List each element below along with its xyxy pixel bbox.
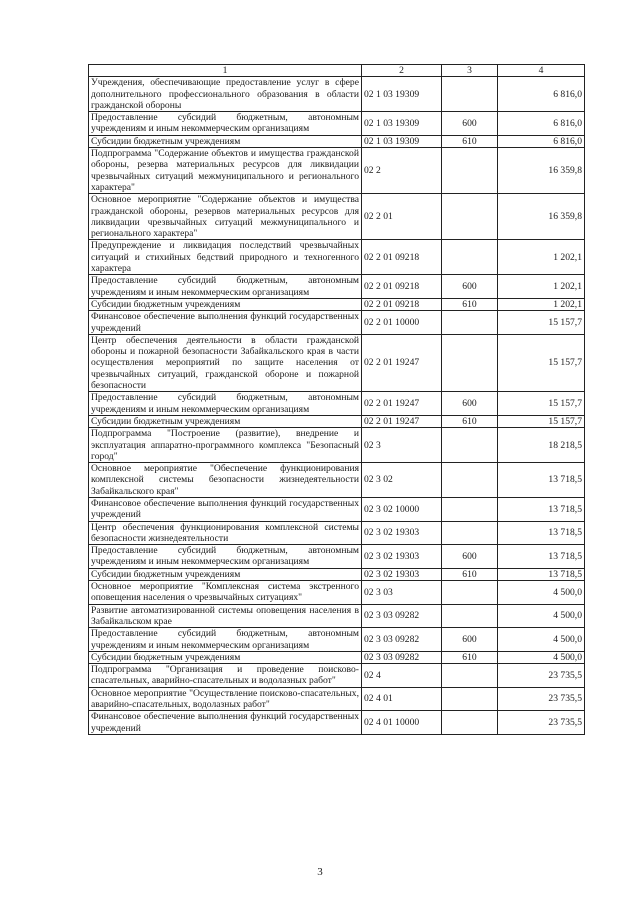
row-type: 600 [442,112,498,136]
row-type: 600 [442,628,498,652]
row-amount: 18 218,5 [498,428,585,463]
row-name: Предоставление субсидий бюджетным, автономным учреждениям и иным некоммерческим организациям [89,112,362,136]
row-name: Предупреждение и ликвидация последствий чрезвычайных ситуаций и стихийных бедствий природного и техногенного характера [89,240,362,275]
table-row [89,135,585,147]
table-row [89,112,585,136]
table-row [89,463,585,498]
row-amount: 4 500,0 [498,651,585,663]
row-amount: 4 500,0 [498,628,585,652]
row-code: 02 3 02 19303 [362,521,442,545]
row-type: 610 [442,415,498,427]
row-amount: 4 500,0 [498,581,585,605]
table-row [89,687,585,711]
row-code: 02 1 03 19309 [362,112,442,136]
row-name: Субсидии бюджетным учреждениям [89,135,362,147]
row-amount: 13 718,5 [498,497,585,521]
row-name: Финансовое обеспечение выполнения функций государственных учреждений [89,711,362,735]
row-code: 02 3 02 19303 [362,545,442,569]
row-type: 610 [442,298,498,310]
row-type [442,497,498,521]
row-name: Подпрограмма "Содержание объектов и имущества гражданской обороны, резерва материальных ресурсов для ликвидации чрезвычайных ситуаций межмуниципального и регионального характера" [89,148,362,194]
row-amount: 13 718,5 [498,568,585,580]
row-code: 02 1 03 19309 [362,77,442,112]
row-type: 600 [442,275,498,299]
row-amount: 16 359,8 [498,148,585,194]
row-name: Основное мероприятие "Комплексная система экстренного оповещения населения о чрезвычайных ситуациях" [89,581,362,605]
row-type: 610 [442,568,498,580]
row-code: 02 2 01 09218 [362,298,442,310]
table-row [89,298,585,310]
row-code: 02 3 02 10000 [362,497,442,521]
row-name: Финансовое обеспечение выполнения функций государственных учреждений [89,497,362,521]
row-name: Предоставление субсидий бюджетным, автономным учреждениям и иным некоммерческим организациям [89,392,362,416]
row-code: 02 3 03 09282 [362,651,442,663]
row-code: 02 2 01 10000 [362,311,442,335]
row-code: 02 4 01 [362,687,442,711]
table-row [89,568,585,580]
row-type [442,311,498,335]
row-amount: 23 735,5 [498,711,585,735]
row-code: 02 2 01 [362,194,442,240]
row-code: 02 2 01 09218 [362,275,442,299]
table-row [89,334,585,391]
row-name: Субсидии бюджетным учреждениям [89,298,362,310]
row-amount: 13 718,5 [498,463,585,498]
row-type: 610 [442,135,498,147]
row-amount: 15 157,7 [498,392,585,416]
row-type [442,711,498,735]
row-code: 02 3 02 [362,463,442,498]
row-amount: 6 816,0 [498,77,585,112]
row-amount: 16 359,8 [498,194,585,240]
row-name: Центр обеспечения функционирования комплексной системы безопасности жизнедеятельности [89,521,362,545]
row-name: Основное мероприятие "Содержание объектов и имущества гражданской обороны, резервов материальных ресурсов для ликвидации чрезвычайных ситуаций межмуниципального и регионального характера" [89,194,362,240]
row-amount: 13 718,5 [498,521,585,545]
table-row [89,240,585,275]
row-type [442,428,498,463]
table-row [89,148,585,194]
row-name: Субсидии бюджетным учреждениям [89,651,362,663]
row-name: Предоставление субсидий бюджетным, автономным учреждениям и иным некоммерческим организациям [89,275,362,299]
row-code: 02 2 01 19247 [362,415,442,427]
row-amount: 4 500,0 [498,604,585,628]
table-row [89,711,585,735]
row-type [442,581,498,605]
row-amount: 15 157,7 [498,334,585,391]
budget-table [88,64,585,735]
row-name: Предоставление субсидий бюджетным, автономным учреждениям и иным некоммерческим организациям [89,628,362,652]
row-type [442,148,498,194]
row-type [442,240,498,275]
row-amount: 6 816,0 [498,112,585,136]
row-name: Учреждения, обеспечивающие предоставление услуг в сфере дополнительного профессионального образования в области гражданской обороны [89,77,362,112]
table-row [89,194,585,240]
row-code: 02 2 01 09218 [362,240,442,275]
row-code: 02 3 [362,428,442,463]
row-code: 02 3 03 09282 [362,628,442,652]
page-number: 3 [317,866,323,878]
header-col-4: 4 [498,65,585,77]
row-name: Развитие автоматизированной системы оповещения населения в Забайкальском крае [89,604,362,628]
row-type [442,194,498,240]
row-name: Основное мероприятие "Обеспечение функционирования комплексной системы безопасности жизнедеятельности Забайкальского края" [89,463,362,498]
row-type: 600 [442,545,498,569]
row-type [442,463,498,498]
row-code: 02 1 03 19309 [362,135,442,147]
table-row [89,497,585,521]
row-code: 02 3 03 [362,581,442,605]
row-type [442,664,498,688]
row-type [442,521,498,545]
row-amount: 1 202,1 [498,298,585,310]
row-type [442,334,498,391]
row-name: Субсидии бюджетным учреждениям [89,415,362,427]
row-amount: 13 718,5 [498,545,585,569]
row-code: 02 4 01 10000 [362,711,442,735]
row-name: Центр обеспечения деятельности в области гражданской обороны и пожарной безопасности Забайкальского края в части осуществления мероприятий по защите населения от чрезвычайных ситуаций, гражданской обороне и пожарной безопасности [89,334,362,391]
table-row [89,628,585,652]
row-name: Основное мероприятие "Осуществление поисково-спасательных, аварийно-спасательных, водолазных работ" [89,687,362,711]
table-row [89,581,585,605]
row-type: 600 [442,392,498,416]
table-row [89,545,585,569]
row-code: 02 2 01 19247 [362,334,442,391]
header-col-3: 3 [442,65,498,77]
table-row [89,521,585,545]
row-type [442,687,498,711]
row-type: 610 [442,651,498,663]
table-row [89,275,585,299]
table-row [89,392,585,416]
row-amount: 1 202,1 [498,240,585,275]
row-code: 02 3 02 19303 [362,568,442,580]
row-amount: 23 735,5 [498,687,585,711]
table-row [89,651,585,663]
table-row [89,604,585,628]
table-row [89,77,585,112]
row-amount: 1 202,1 [498,275,585,299]
header-col-1: 1 [89,65,362,77]
table-row [89,428,585,463]
row-amount: 6 816,0 [498,135,585,147]
row-name: Подпрограмма "Построение (развитие), внедрение и эксплуатация аппаратно-программного комплекса "Безопасный город" [89,428,362,463]
row-code: 02 4 [362,664,442,688]
table-row [89,415,585,427]
header-col-2: 2 [362,65,442,77]
row-type [442,77,498,112]
table-row [89,664,585,688]
row-code: 02 3 03 09282 [362,604,442,628]
header-row [89,65,585,77]
row-amount: 15 157,7 [498,311,585,335]
row-code: 02 2 01 19247 [362,392,442,416]
row-amount: 23 735,5 [498,664,585,688]
row-amount: 15 157,7 [498,415,585,427]
row-name: Субсидии бюджетным учреждениям [89,568,362,580]
row-name: Предоставление субсидий бюджетным, автономным учреждениям и иным некоммерческим организациям [89,545,362,569]
row-code: 02 2 [362,148,442,194]
row-name: Финансовое обеспечение выполнения функций государственных учреждений [89,311,362,335]
table-row [89,311,585,335]
row-type [442,604,498,628]
row-name: Подпрограмма "Организация и проведение поисково-спасательных, аварийно-спасательных и водолазных работ" [89,664,362,688]
